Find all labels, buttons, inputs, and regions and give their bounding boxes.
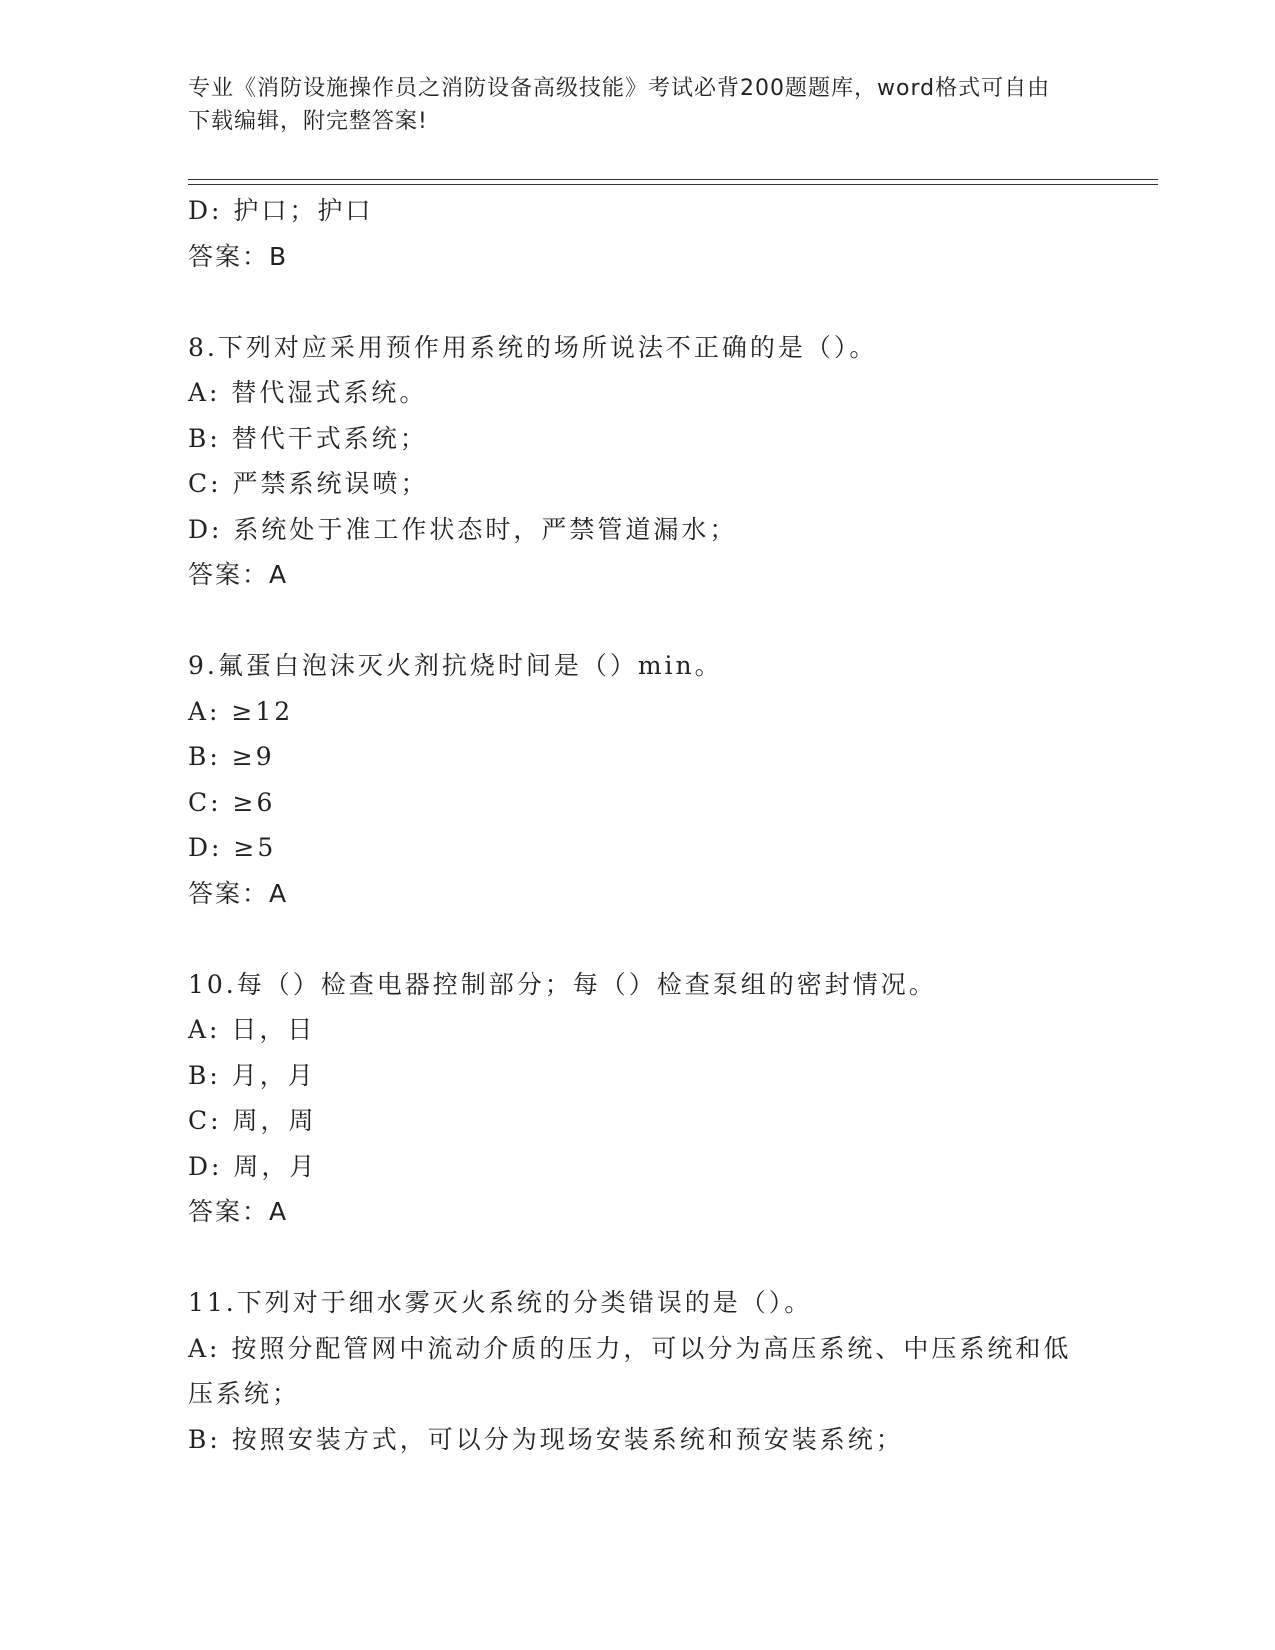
- spacer: [188, 598, 1088, 644]
- answer: 答案：A: [188, 1197, 289, 1226]
- spacer: [188, 1235, 1088, 1281]
- spacer: [188, 916, 1088, 962]
- answer: 答案：A: [188, 560, 289, 589]
- option-d: D: ≥5: [188, 833, 277, 862]
- page-header: 专业《消防设施操作员之消防设备高级技能》考试必背200题题库，word格式可自由下载编辑，附完整答案!: [188, 76, 1051, 134]
- option-d: D: 周，月: [188, 1151, 318, 1181]
- option-c: C: 周，周: [188, 1106, 317, 1135]
- option-a: A: 按照分配管网中流动介质的压力，可以分为高压系统、中压系统和低压系统；: [188, 1333, 1072, 1408]
- option-a: A: 替代湿式系统。: [188, 378, 428, 407]
- question-stem: 9.氟蛋白泡沫灭火剂抗烧时间是（）min。: [188, 651, 723, 680]
- option-b: B: 月，月: [188, 1060, 316, 1090]
- option-a: A: 日，日: [188, 1015, 316, 1044]
- header-rule-bottom: [188, 184, 1158, 185]
- option-b: B: ≥9: [188, 742, 275, 771]
- option-c: C: 严禁系统误喷；: [188, 469, 429, 498]
- question-stem: 8.下列对应采用预作用系统的场所说法不正确的是（）。: [188, 332, 878, 362]
- question-stem: 11.下列对于细水雾灭火系统的分类错误的是（）。: [188, 1288, 813, 1317]
- spacer: [188, 279, 1088, 325]
- option-b: B: 替代干式系统；: [188, 423, 428, 453]
- question-content: [188, 188, 1088, 1462]
- option-c: C: ≥6: [188, 787, 276, 817]
- option-d: D: 护口；护口: [188, 196, 374, 225]
- header-rule-top: [188, 179, 1158, 180]
- answer: 答案：A: [188, 878, 289, 908]
- option-d: D: 系统处于准工作状态时，严禁管道漏水；: [188, 514, 738, 544]
- option-a: A: ≥12: [188, 696, 294, 726]
- option-b: B: 按照安装方式，可以分为现场安装系统和预安装系统；: [188, 1424, 904, 1454]
- question-stem: 10.每（）检查电器控制部分；每（）检查泵组的密封情况。: [188, 969, 937, 999]
- answer: 答案：B: [188, 241, 289, 271]
